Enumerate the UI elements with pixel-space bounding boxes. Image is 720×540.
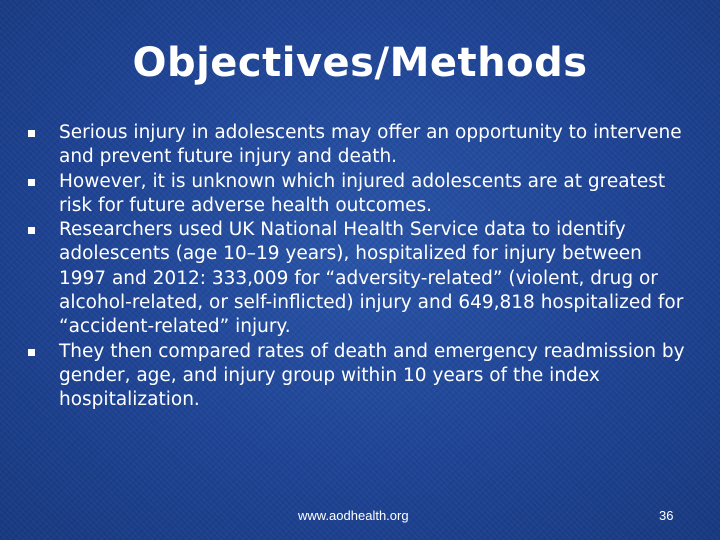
bullet-list bbox=[24, 121, 694, 413]
footer-url: www.aodhealth.org bbox=[298, 508, 409, 523]
bullet-text: They then compared rates of death and emergency readmission by gender, age, and injury group within 10 years of the index hospitalization. bbox=[59, 340, 685, 411]
bullet-text: Researchers used UK National Health Service data to identify adolescents (age 10–19 years), hospitalized for injury between 1997 and 2012: 333,009 for “adversity-related” (violent, drug or alcohol-related, or self-inflicted) injury and 649,818 hospitalized for “accident-related” injury. bbox=[59, 219, 684, 338]
bullet-text: Serious injury in adolescents may offer an opportunity to intervene and prevent future injury and death. bbox=[59, 122, 682, 168]
square-bullet-icon bbox=[28, 179, 35, 186]
square-bullet-icon bbox=[28, 349, 35, 356]
bullet-text: However, it is unknown which injured adolescents are at greatest risk for future adverse health outcomes. bbox=[59, 170, 666, 216]
bullet-item bbox=[24, 218, 694, 339]
bullet-item bbox=[24, 121, 694, 170]
square-bullet-icon bbox=[28, 130, 35, 137]
square-bullet-icon bbox=[28, 227, 35, 234]
bullet-item bbox=[24, 340, 694, 413]
page-number: 36 bbox=[659, 508, 674, 523]
bullet-item bbox=[24, 170, 694, 219]
slide-title: Objectives/Methods bbox=[132, 40, 588, 86]
